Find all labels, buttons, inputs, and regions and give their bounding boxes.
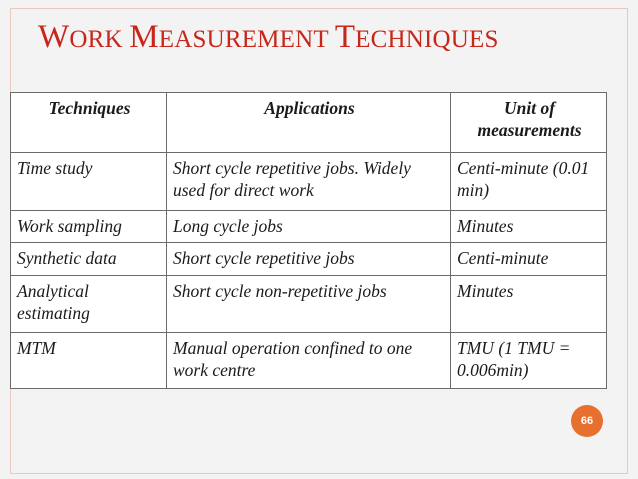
- cell-technique: Synthetic data: [11, 243, 167, 276]
- header-applications: Applications: [167, 93, 451, 153]
- page-number-badge: [571, 405, 603, 437]
- page-number: 66: [580, 415, 594, 427]
- cell-unit: TMU (1 TMU = 0.006min): [451, 333, 607, 389]
- cell-application: Short cycle non-repetitive jobs: [167, 276, 451, 333]
- cell-unit: Centi-minute (0.01 min): [451, 153, 607, 211]
- table-row: [11, 243, 607, 276]
- title-word-3: TECHNIQUES: [334, 19, 499, 55]
- header-unit: Unit of measurements: [451, 93, 607, 153]
- table-row: [11, 276, 607, 333]
- cell-technique: Time study: [11, 153, 167, 211]
- header-techniques: Techniques: [11, 93, 167, 153]
- cell-application: Long cycle jobs: [167, 211, 451, 243]
- cell-technique: Work sampling: [11, 211, 167, 243]
- table-row: [11, 211, 607, 243]
- title-word-2: MEASUREMENT: [129, 19, 335, 55]
- table-header-row: [11, 93, 607, 153]
- cell-technique: Analytical estimating: [11, 276, 167, 333]
- cell-application: Short cycle repetitive jobs. Widely used for direct work: [167, 153, 451, 211]
- slide-title: [38, 12, 499, 65]
- cell-technique: MTM: [11, 333, 167, 389]
- cell-unit: Minutes: [451, 276, 607, 333]
- cell-unit: Minutes: [451, 211, 607, 243]
- techniques-table: [10, 92, 607, 389]
- table-row: [11, 333, 607, 389]
- table-row: [11, 153, 607, 211]
- cell-unit: Centi-minute: [451, 243, 607, 276]
- cell-application: Manual operation confined to one work centre: [167, 333, 451, 389]
- title-word-1: WORK: [38, 19, 130, 55]
- cell-application: Short cycle repetitive jobs: [167, 243, 451, 276]
